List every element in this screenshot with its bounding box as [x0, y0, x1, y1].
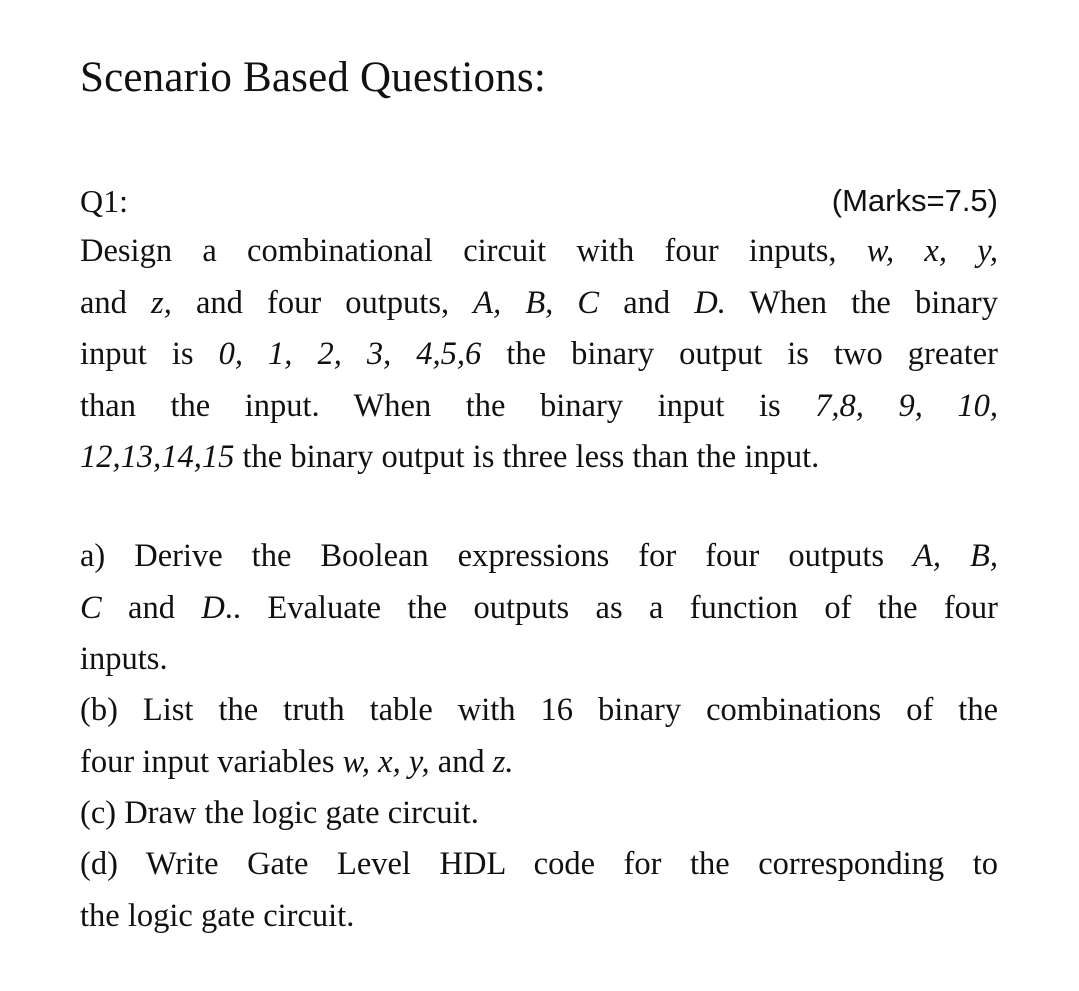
italic-segment: z, [151, 284, 172, 321]
part-b [80, 685, 998, 788]
italic-segment: w, x, y, [342, 743, 430, 780]
question-marks: (Marks=7.5) [831, 183, 998, 218]
text-segment: four input variables [80, 743, 343, 780]
part-a [80, 531, 998, 686]
question-number: Q1: [80, 183, 128, 219]
text-line [80, 278, 998, 330]
text-line [80, 737, 998, 789]
italic-segment: w, x, y, [866, 233, 998, 269]
italic-segment: A, B, [913, 538, 998, 574]
italic-segment: D [201, 589, 225, 626]
text-segment: and [101, 589, 202, 626]
text-segment: a) Derive the Boolean expressions for four outputs [80, 538, 914, 574]
text-segment: and [429, 743, 493, 780]
italic-segment: 7,8, 9, 10, [815, 387, 999, 424]
text-segment: and four outputs, [171, 284, 474, 321]
text-line [80, 788, 998, 840]
italic-segment: z. [492, 743, 514, 780]
text-segment: the binary output is three less than the input. [234, 439, 820, 475]
question-statement [80, 226, 998, 484]
text-segment: and [80, 284, 152, 321]
text-segment: When the binary [725, 284, 998, 321]
italic-segment: D. [694, 284, 726, 321]
text-segment: and [599, 284, 695, 321]
text-segment: input is [80, 336, 219, 372]
text-segment: (d) Write Gate Level HDL code for the corresponding to [80, 846, 998, 882]
text-segment: Design a combinational circuit with four inputs, [80, 233, 867, 269]
italic-segment: A, B, C [473, 284, 600, 321]
italic-segment: 0, 1, 2, 3, 4,5,6 [218, 336, 482, 372]
text-line [80, 226, 998, 278]
text-line [80, 891, 998, 943]
question-header [80, 178, 998, 224]
text-line [80, 685, 998, 737]
text-line [80, 634, 998, 686]
text-segment: the logic gate circuit. [80, 897, 355, 934]
italic-segment: 12,13,14,15 [80, 439, 235, 475]
text-segment: inputs. [80, 641, 168, 677]
text-segment: the binary output is two greater [481, 336, 999, 372]
text-line [80, 329, 998, 381]
page-title: Scenario Based Questions: [80, 54, 546, 101]
text-segment: than the input. When the binary input is [80, 387, 816, 424]
text-line [80, 381, 998, 433]
italic-segment: C [80, 589, 102, 626]
text-line [80, 839, 998, 891]
part-c [80, 788, 998, 840]
text-segment: (c) Draw the logic gate circuit. [80, 795, 479, 831]
text-line [80, 531, 998, 583]
text-line [80, 432, 998, 484]
part-d [80, 839, 998, 942]
text-segment: (b) List the truth table with 16 binary combinations of the [80, 692, 998, 728]
text-line [80, 583, 998, 635]
text-segment: .. Evaluate the outputs as a function of the four [224, 589, 998, 626]
